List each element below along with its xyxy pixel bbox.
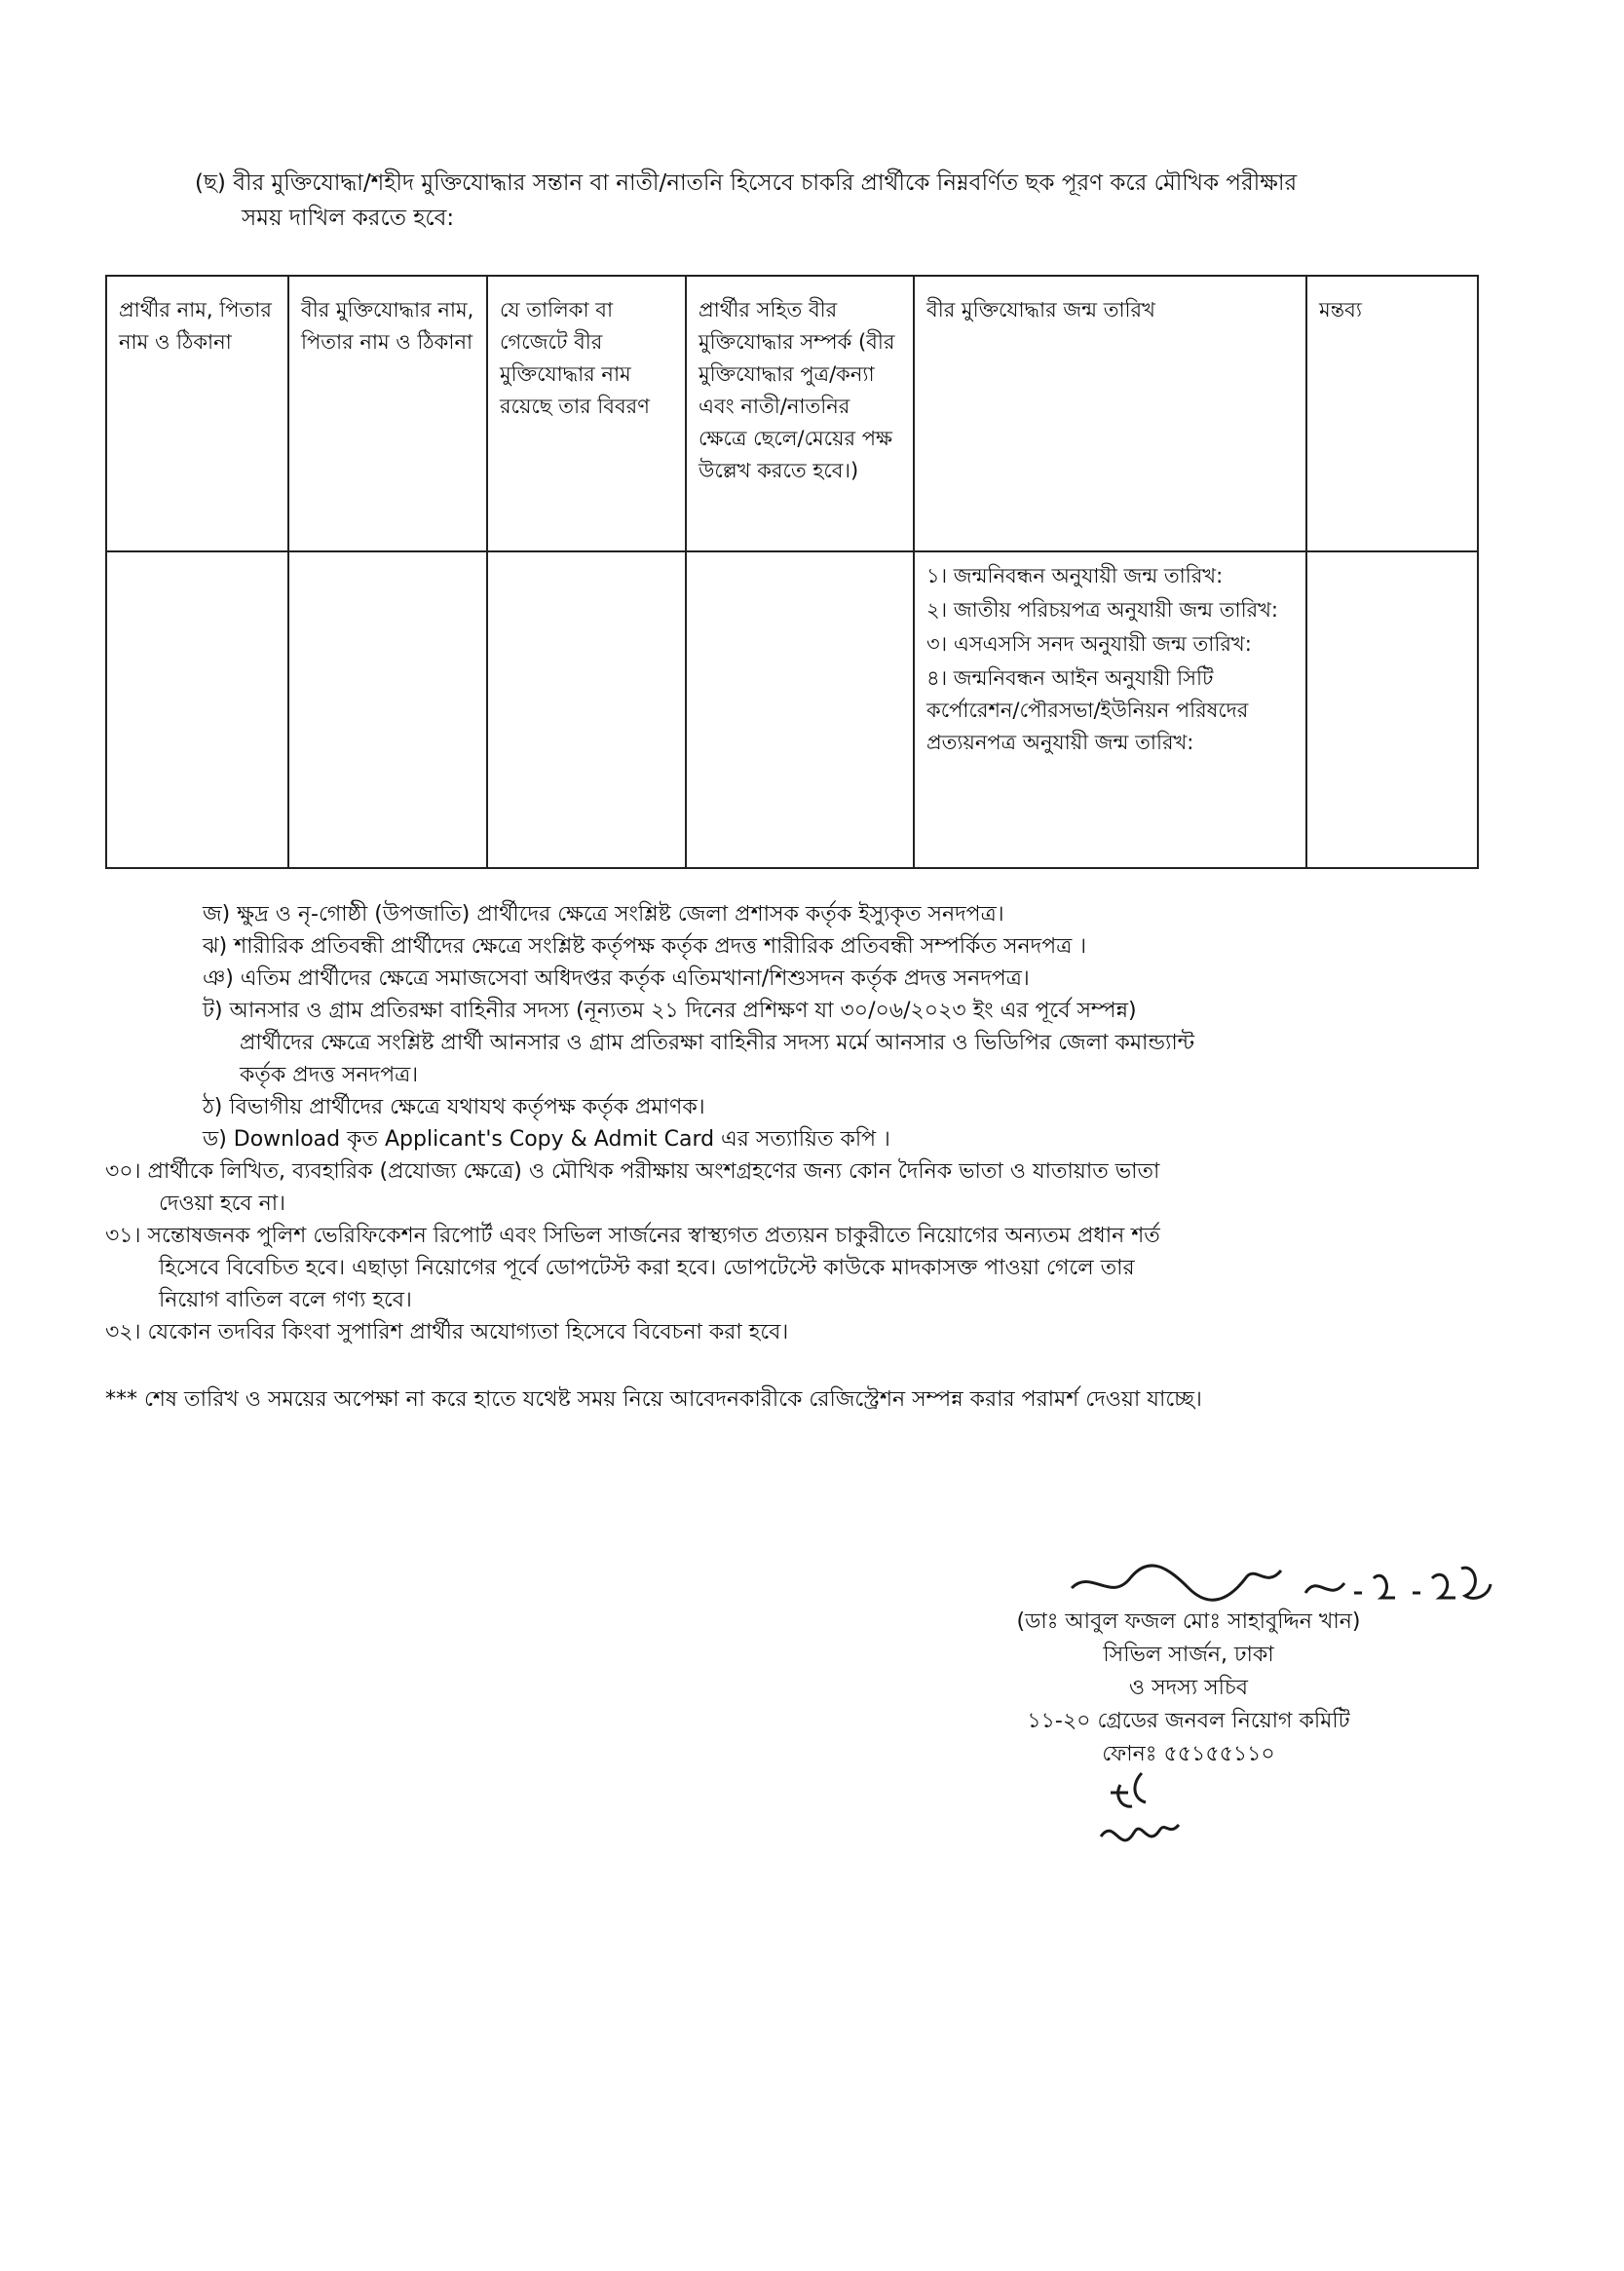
requirements-list [105,898,1489,1348]
header-gazette-details: যে তালিকা বা গেজেটে বীর মুক্তিযোদ্ধার নাম রয়েছে তার বিবরণ [487,276,686,551]
list-item: ৩২। যেকোন তদবির কিংবা সুপারিশ প্রার্থীর অযোগ্যতা হিসেবে বিবেচনা করা হবে। [105,1320,789,1344]
list-item: ড) Download কৃত Applicant's Copy & Admit Card এর সত্যায়িত কপি । [203,1127,890,1152]
header-candidate-info: প্রার্থীর নাম, পিতার নাম ও ঠিকানা [106,276,288,551]
initial-signature [1091,1763,1208,1871]
list-item: ঞ) এতিম প্রার্থীদের ক্ষেত্রে সমাজসেবা অধিদপ্তর কর্তৃক এতিমখানা/শিশুসদন কর্তৃক প্রদত্ত সনদপত্র। [203,966,1030,991]
advisory-note: *** শেষ তারিখ ও সময়ের অপেক্ষা না করে হাতে যথেষ্ট সময় নিয়ে আবেদনকারীকে রেজিস্ট্রেশন সম্পন্ন করার পরামর্শ দেওয়া যাচ্ছে। [105,1387,1202,1412]
list-item: জ) ক্ষুদ্র ও নৃ-গোষ্ঠী (উপজাতি) প্রার্থীদের ক্ষেত্রে সংশ্লিষ্ট জেলা প্রশাসক কর্তৃক ইস্যুকৃত সনদপত্র। [203,902,1004,927]
freedom-fighter-form-table [105,275,1479,869]
signatory-phone: ফোনঃ ৫৫১৫৫১১০ [1102,1742,1275,1766]
list-item: ঝ) শারীরিক প্রতিবন্ধী প্রার্থীদের ক্ষেত্রে সংশ্লিষ্ট কর্তৃপক্ষ কর্তৃক প্রদত্ত শারীরিক প্রতিবন্ধী সম্পর্কিত সনদপত্র । [203,934,1087,959]
signatory-name: (ডাঃ আবুল ফজল মোঃ সাহাবুদ্দিন খান) [1016,1609,1361,1634]
intro-paragraph [195,166,1481,236]
dob-item-ssc-certificate: ৩। এসএসসি সনদ অনুযায়ী জন্ম তারিখ: [926,632,1252,656]
cell-remarks[interactable] [1306,551,1478,868]
list-item: ৩০। প্রার্থীকে লিখিত, ব্যবহারিক (প্রযোজ্য ক্ষেত্রে) ও মৌখিক পরীক্ষায় অংশগ্রহণের জন্য কোন দৈনিক ভাতা ও যাতায়াত ভাতা দেওয়া হবে না। [105,1159,1160,1216]
cell-relationship[interactable] [686,551,914,868]
cell-freedom-fighter-info[interactable] [288,551,487,868]
header-relationship: প্রার্থীর সহিত বীর মুক্তিযোদ্ধার সম্পর্ক (বীর মুক্তিযোদ্ধার পুত্র/কন্যা এবং নাতী/নাতনির ক্ষেত্রে ছেলে/মেয়ের পক্ষ উল্লেখ করতে হবে।) [686,276,914,551]
signatory-title: সিভিল সার্জন, ঢাকা [1103,1643,1274,1667]
table-header-row [106,276,1478,551]
signature-block [916,1606,1461,1771]
signatory-role: ও সদস্য সচিব [1128,1676,1249,1700]
dob-item-local-certificate: ৪। জন্মনিবন্ধন আইন অনুযায়ী সিটি কর্পোরেশন/পৌরসভা/ইউনিয়ন পরিষদের প্রত্যয়নপত্র অনুযায়ী জন্ম তারিখ: [926,666,1249,754]
cell-date-of-birth[interactable] [914,551,1306,868]
cell-candidate-info[interactable] [106,551,288,868]
list-item: ট) আনসার ও গ্রাম প্রতিরক্ষা বাহিনীর সদস্য (নূন্যতম ২১ দিনের প্রশিক্ষণ যা ৩০/০৬/২০২৩ ইং এর পূর্বে সম্পন্ন) প্রার্থীদের ক্ষেত্রে সংশ্লিষ্ট প্রার্থী আনসার ও গ্রাম প্রতিরক্ষা বাহিনীর সদস্য মর্মে আনসার ও ভিডিপির জেলা কমান্ড্যান্ট কর্তৃক প্রদত্ত সনদপত্র। [203,999,1195,1087]
list-item: ঠ) বিভাগীয় প্রার্থীদের ক্ষেত্রে যথাযথ কর্তৃপক্ষ কর্তৃক প্রমাণক। [203,1095,705,1119]
table-entry-row [106,551,1478,868]
header-remarks: মন্তব্য [1306,276,1478,551]
cell-gazette-details[interactable] [487,551,686,868]
dob-item-birth-registration: ১। জন্মনিবন্ধন অনুযায়ী জন্ম তারিখ: [926,564,1224,587]
header-freedom-fighter-info: বীর মুক্তিযোদ্ধার নাম, পিতার নাম ও ঠিকানা [288,276,487,551]
dob-item-national-id: ২। জাতীয় পরিচয়পত্র অনুযায়ী জন্ম তারিখ: [926,598,1278,622]
intro-line-2: সময় দাখিল করতে হবে: [242,206,455,231]
intro-line-1: (ছ) বীর মুক্তিযোদ্ধা/শহীদ মুক্তিযোদ্ধার সন্তান বা নাতী/নাতনি হিসেবে চাকরি প্রার্থীকে নিম্নবর্ণিত ছক পূরণ করে মৌখিক পরীক্ষার [195,170,1298,196]
dob-list [926,560,1294,759]
list-item: ৩১। সন্তোষজনক পুলিশ ভেরিফিকেশন রিপোর্ট এবং সিভিল সার্জনের স্বাস্থ্যগত প্রত্যয়ন চাকুরীতে নিয়োগের অন্যতম প্রধান শর্ত হিসেবে বিবেচিত হবে। এছাড়া নিয়োগের পূর্বে ডোপটেস্ট করা হবে। ডোপটেস্টে কাউকে মাদকাসক্ত পাওয়া গেলে তার নিয়োগ বাতিল বলে গণ্য হবে। [105,1224,1160,1312]
header-date-of-birth: বীর মুক্তিযোদ্ধার জন্ম তারিখ [914,276,1306,551]
signatory-committee: ১১-২০ গ্রেডের জনবল নিয়োগ কমিটি [1027,1709,1350,1733]
